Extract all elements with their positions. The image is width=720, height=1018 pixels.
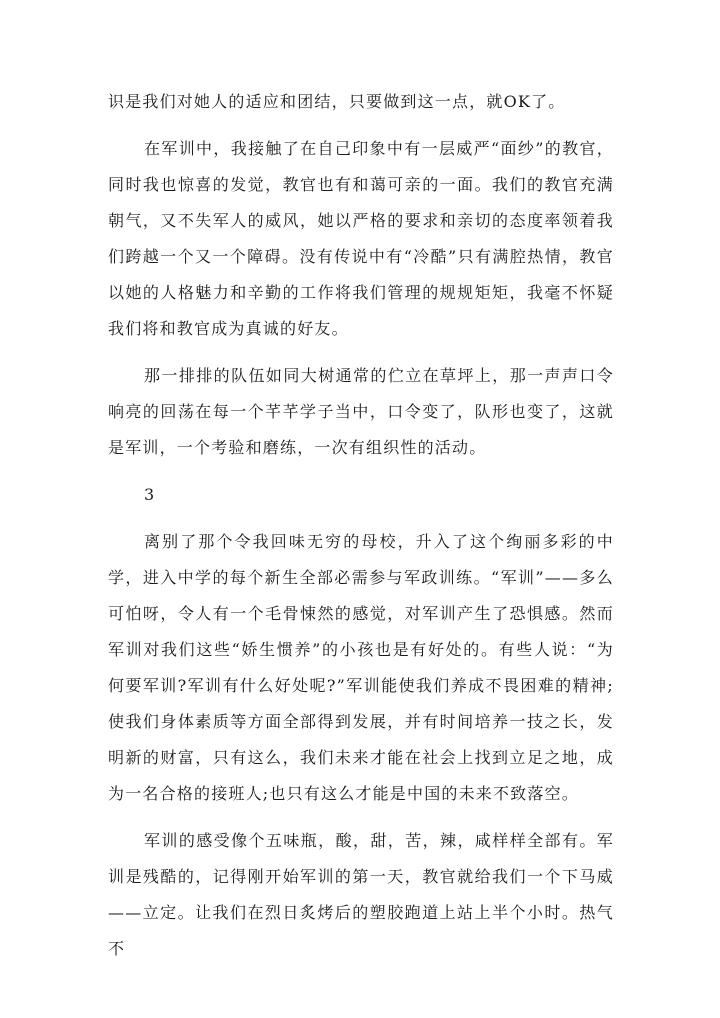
paragraph-instructor: 在军训中，我接触了在自己印象中有一层威严“面纱”的教官，同时我也惊喜的发觉，教官也有和蔼可亲的一面。我们的教官充满朝气，又不失军人的威风，她以严格的要求和亲切的态度率领着我们跨越一个又一个障碍。没有传说中有“冷酷”只有满腔热情，教官以她的人格魅力和辛勤的工作将我们管理的规规矩矩，我毫不怀疑我们将和教官成为真诚的好友。: [108, 139, 614, 338]
paragraph-continuation: 识是我们对她人的适应和团结，只要做到这一点，就OK了。: [108, 92, 566, 111]
section-number: 3: [144, 485, 155, 504]
paragraph-new-school: 离别了那个令我回味无穷的母校，升入了这个绚丽多彩的中学，进入中学的每个新生全部必需参与军政训练。“军训”——多么可怕呀，令人有一个毛骨悚然的感觉，对军训产生了恐惧感。然而军训对我们这些“娇生惯养”的小孩也是有好处的。有些人说：“为何要军训?军训有什么好处呢?”军训能使我们养成不畏困难的精神;使我们身体素质等方面全部得到发展，并有时间培养一技之长，发明新的财富，只有这么，我们未来才能在社会上找到立足之地，成为一名合格的接班人;也只有这么才能是中国的未来不致落空。: [108, 532, 614, 803]
paragraph-feelings: 军训的感受像个五味瓶，酸，甜，苦，辣，咸样样全部有。军训是残酷的，记得刚开始军训的第一天，教官就给我们一个下马威——立定。让我们在烈日炙烤后的塑胶跑道上站上半个小时。热气不: [108, 831, 614, 958]
paragraph-formation: 那一排排的队伍如同大树通常的伫立在草坪上，那一声声口令响亮的回荡在每一个芊芊学子当中，口令变了，队形也变了，这就是军训，一个考验和磨练，一次有组织性的活动。: [108, 366, 614, 457]
document-body: [108, 84, 614, 967]
